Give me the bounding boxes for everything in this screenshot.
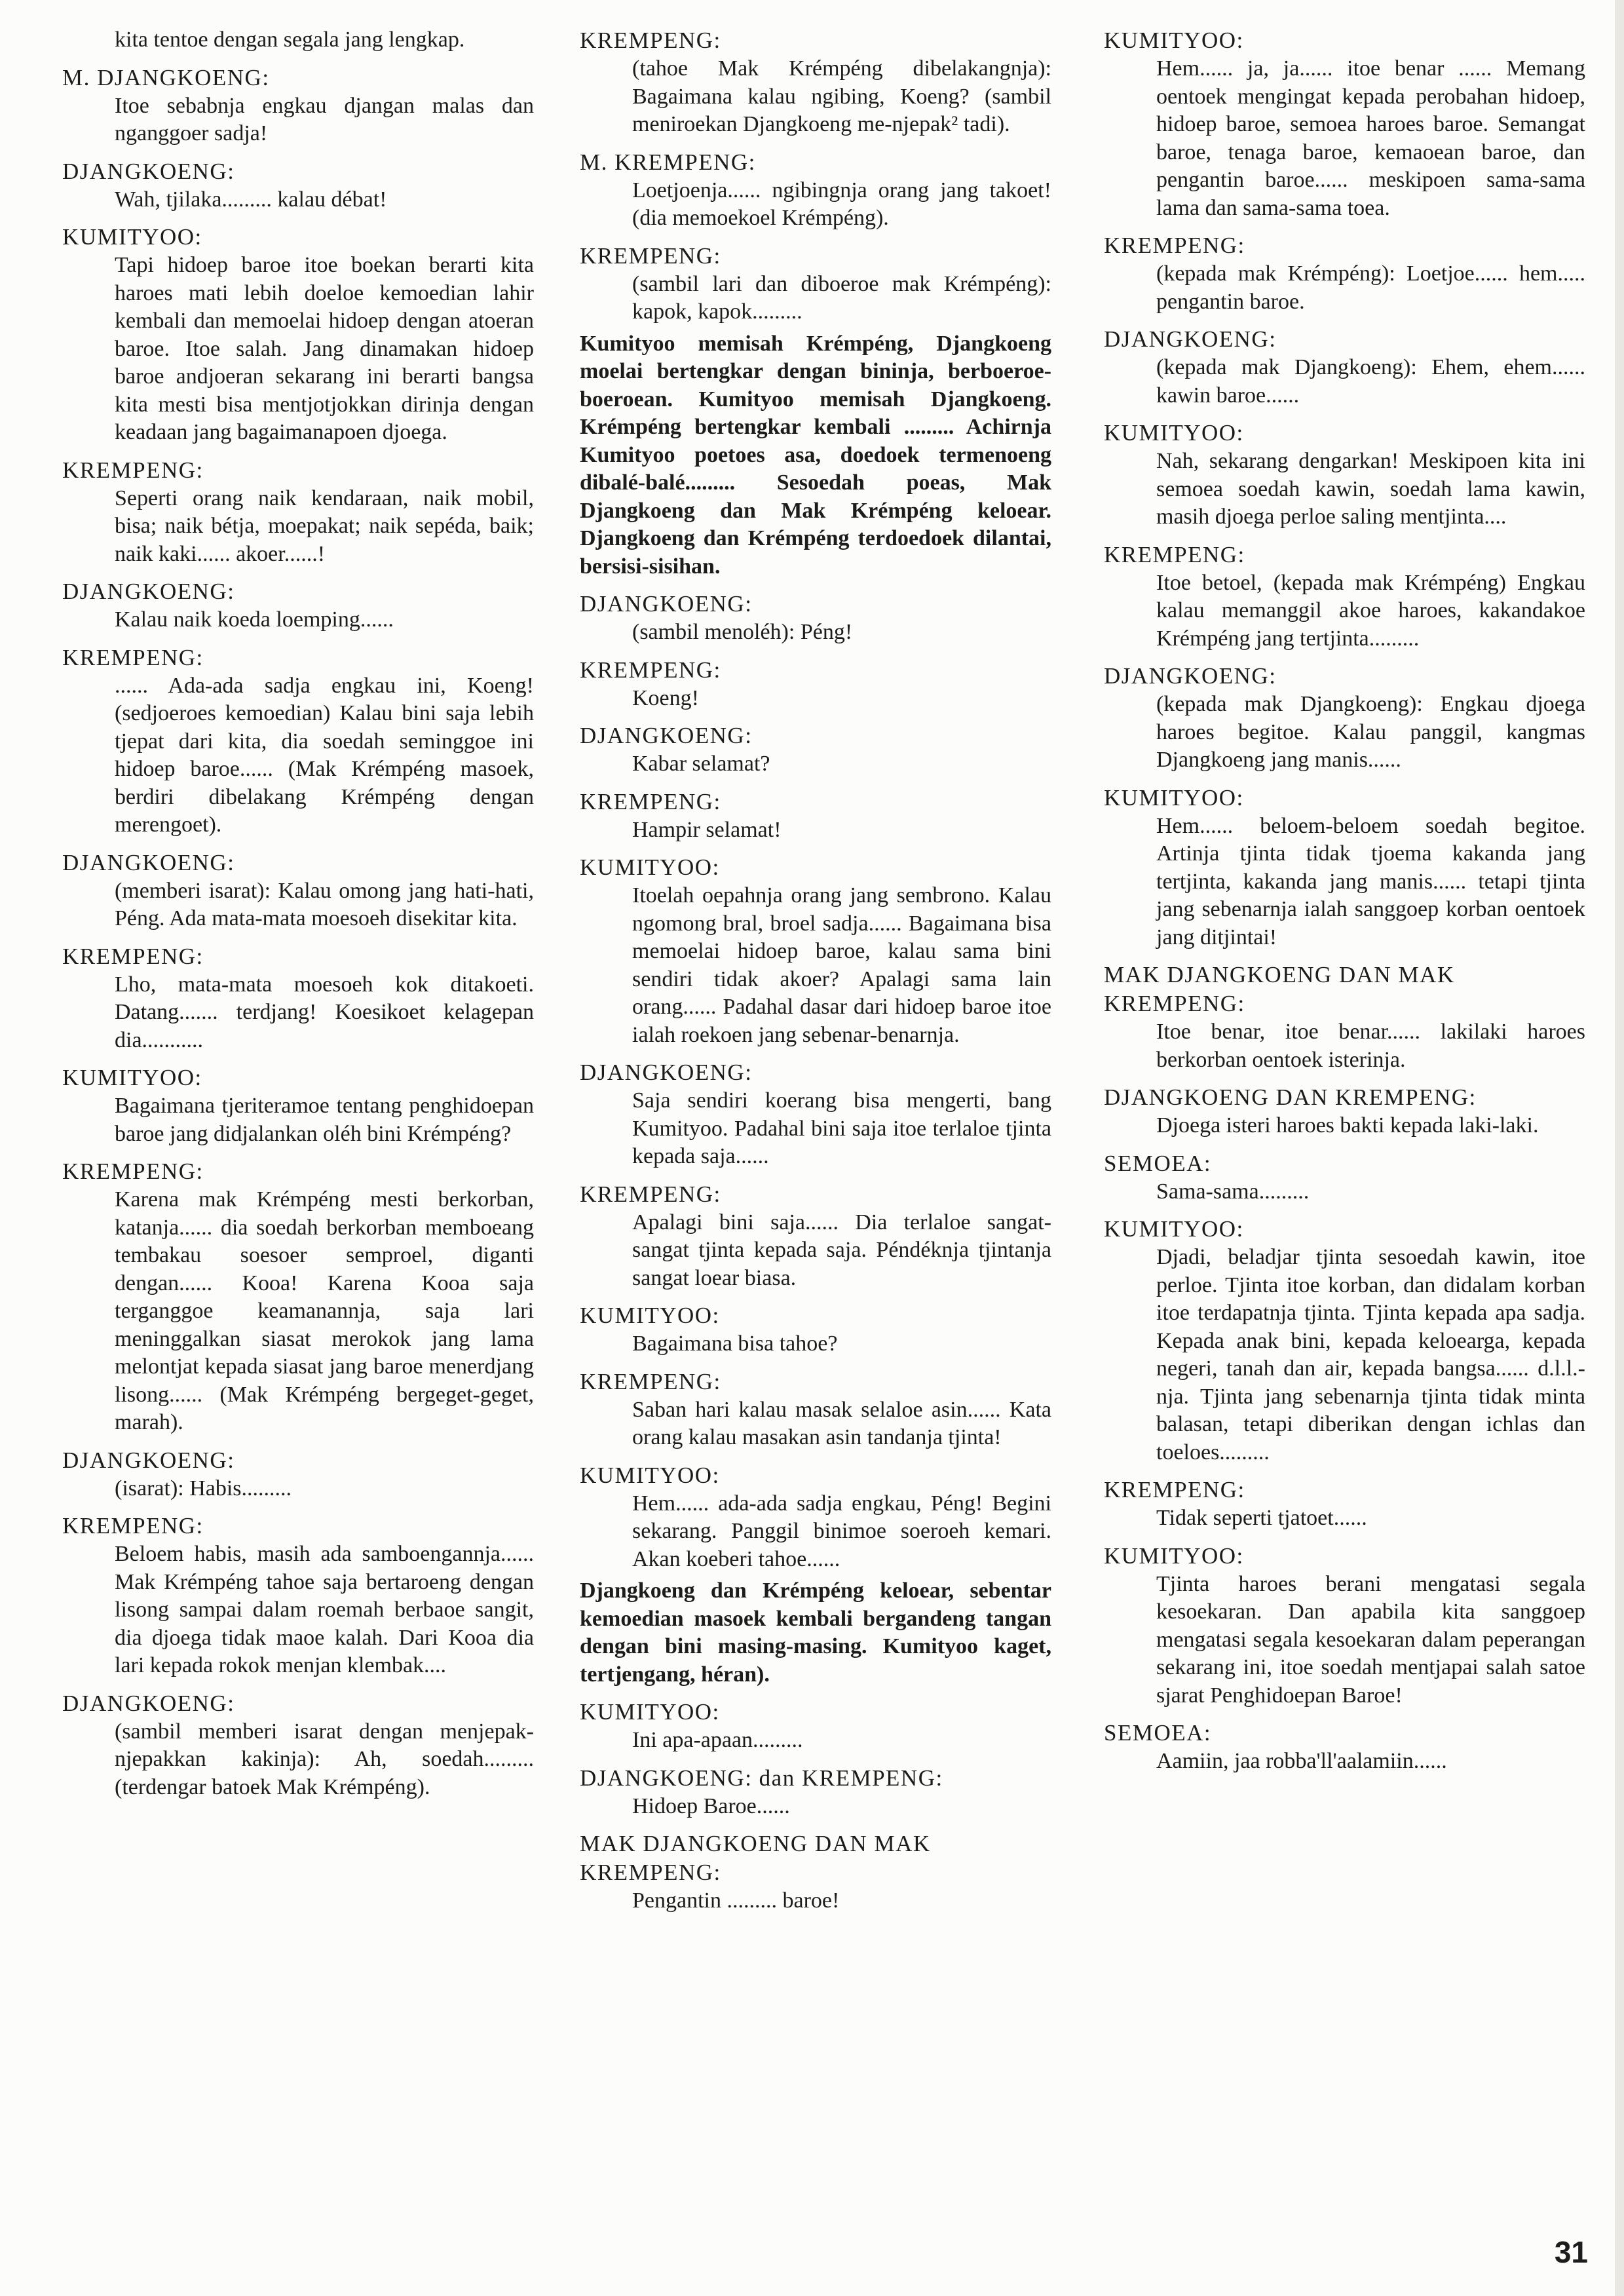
dialogue-text: Loetjoenja...... ngibingnja orang jang takoet! (dia memoekoel Krémpéng). <box>632 178 1051 230</box>
dialogue-block <box>1104 541 1585 653</box>
speaker-name: KREMPENG: <box>62 1513 204 1539</box>
dialogue-text: Sama-sama......... <box>1156 1179 1310 1204</box>
speaker-name: KUMITYOO: <box>580 1699 720 1725</box>
speaker-name: KREMPENG: <box>580 788 721 814</box>
dialogue-text: Beloem habis, masih ada samboengannja...... Mak Krémpéng tahoe saja bertaroeng dengan lisong sampai dalam roemah berbaoe sangit, dia djoega tidak maoe kalah. Dari Kooa dia lari kepada rokok menjan klembak.... <box>115 1542 534 1677</box>
dialogue-text: Bagaimana tjeriteramoe tentang penghidoepan baroe jang didjalankan oléh bini Krémpéng? <box>115 1094 534 1146</box>
dialogue-block <box>62 849 534 933</box>
dialogue-text: Saban hari kalau masak selaloe asin...... Kata orang kalau masakan asin tandanja tjinta! <box>632 1397 1051 1449</box>
dialogue-text: Ini apa-apaan......... <box>632 1728 803 1752</box>
dialogue-text: Koeng! <box>632 685 699 710</box>
dialogue-block <box>62 223 534 447</box>
dialogue-text: Hem...... ja, ja...... itoe benar ...... Memang oentoek mengingat kepada perobahan hidoep, hidoep baroe, semoea haroes baroe. Semangat baroe, tenaga baroe, kemaoean baroe, dan pengantin baroe...... meskipoen sama-sama lama dan sama-sama toea. <box>1156 56 1585 220</box>
dialogue-block <box>1104 1542 1585 1710</box>
speaker-name: DJANGKOENG: <box>62 849 235 875</box>
speaker-name: DJANGKOENG: <box>62 158 235 184</box>
dialogue-text: Bagaimana bisa tahoe? <box>632 1331 838 1356</box>
speaker-name: KUMITYOO: <box>580 1303 720 1328</box>
dialogue-text: (sambil lari dan diboeroe mak Krémpéng): kapok, kapok......... <box>632 271 1051 324</box>
dialogue-block <box>580 1301 1051 1358</box>
speaker-name: KREMPENG: <box>580 1368 721 1394</box>
dialogue-text: Kalau naik koeda loemping...... <box>115 607 394 632</box>
speaker-name: SEMOEA: <box>1104 1720 1212 1746</box>
speaker-name: KUMITYOO: <box>1104 1216 1244 1242</box>
speaker-name: KUMITYOO: <box>580 854 720 880</box>
dialogue-text: (kepada mak Djangkoeng): Engkau djoega haroes begitoe. Kalau panggil, kangmas Djangkoeng jang manis...... <box>1156 692 1585 772</box>
dialogue-block <box>62 26 534 54</box>
dialogue-text: Hem...... ada-ada sadja engkau, Péng! Begini sekarang. Panggil binimoe soeroeh kemari. Akan koeberi tahoe...... <box>632 1491 1051 1571</box>
dialogue-block <box>1104 1149 1585 1206</box>
dialogue-block <box>580 1698 1051 1755</box>
speaker-name: M. KREMPENG: <box>580 149 756 175</box>
dialogue-block <box>580 1829 1051 1915</box>
stage-direction-text: Kumityoo memisah Krémpéng, Djangkoeng moelai bertengkar dengan bininja, berboeroe-boeroean. Kumityoo memisah Djangkoeng. Krémpéng bertengkar kembali ......... Achirnja Kumityoo poetoes asa, doedoek termenoeng dibalé-balé......... Sesoedah poeas, Mak Djangkoeng dan Mak Krémpéng keloear. Djangkoeng dan Krémpéng terdoedoek dilantai, bersisi-sisihan. <box>580 331 1051 579</box>
dialogue-text: Karena mak Krémpéng mesti berkorban, katanja...... dia soedah berkorban memboeang tembakau soesoer semproel, diganti dengan...... Kooa! Karena Kooa saja terganggoe keamanannja, saja lari meninggalkan siasat merokok jang lama melontjat kepada siasat jang baroe menerdjang lisong...... (Mak Krémpéng bergeget-geget, marah). <box>115 1187 534 1434</box>
speaker-name: KREMPENG: <box>580 242 721 269</box>
dialogue-block <box>1104 325 1585 410</box>
dialogue-block <box>580 788 1051 845</box>
dialogue-text: (memberi isarat): Kalau omong jang hati-hati, Péng. Ada mata-mata moesoeh disekitar kita. <box>115 878 534 930</box>
speaker-name: DJANGKOENG: <box>62 1447 235 1473</box>
dialogue-block <box>62 577 534 634</box>
dialogue-block <box>1104 1476 1585 1533</box>
speaker-name: DJANGKOENG: <box>580 591 753 617</box>
dialogue-block <box>62 1063 534 1148</box>
dialogue-block <box>1104 1215 1585 1466</box>
dialogue-text: Saja sendiri koerang bisa mengerti, bang Kumityoo. Padahal bini saja itoe terlaloe tjinta kepada saja...... <box>632 1088 1051 1168</box>
speaker-name: KREMPENG: <box>580 657 721 683</box>
speaker-name: KUMITYOO: <box>1104 1542 1244 1569</box>
speaker-name: DJANGKOENG: <box>1104 326 1277 352</box>
dialogue-block <box>62 1512 534 1680</box>
dialogue-block <box>1104 1719 1585 1776</box>
dialogue-text: Lho, mata-mata moesoeh kok ditakoeti. Datang....... terdjang! Koesikoet kelagepan dia........... <box>115 972 534 1052</box>
speaker-name: KREMPENG: <box>1104 541 1245 567</box>
dialogue-block <box>580 148 1051 233</box>
dialogue-block <box>62 1689 534 1802</box>
dialogue-block <box>62 942 534 1055</box>
dialogue-text: Kabar selamat? <box>632 752 770 776</box>
speaker-name: KREMPENG: <box>580 28 721 53</box>
stage-direction-text: Djangkoeng dan Krémpéng keloear, sebentar kemoedian masoek kembali bergandeng tangan dengan bini masing-masing. Kumityoo kaget, tertjengang, héran). <box>580 1578 1051 1687</box>
dialogue-block <box>62 643 534 839</box>
dialogue-text: ...... Ada-ada sadja engkau ini, Koeng! (sedjoeroes kemoedian) Kalau bini saja lebih tjepat dari kita, dia soedah seminggoe ini hidoep baroe...... (Mak Krémpéng masoek, berdiri dibelakang Krémpéng dengan merengoet). <box>115 673 534 837</box>
speaker-name: KREMPENG: <box>580 1181 721 1207</box>
dialogue-text: (isarat): Habis......... <box>115 1476 292 1501</box>
dialogue-block <box>62 1446 534 1503</box>
speaker-name: KUMITYOO: <box>580 1462 720 1488</box>
speaker-name: MAK DJANGKOENG DAN MAK KREMPENG: <box>1104 962 1455 1016</box>
speaker-name: KUMITYOO: <box>1104 784 1244 811</box>
page-edge-shadow <box>1615 0 1624 2296</box>
dialogue-text: Seperti orang naik kendaraan, naik mobil, bisa; naik bétja, moepakat; naik sepéda, baik; naik kaki...... akoer......! <box>115 486 534 566</box>
page-number: 31 <box>1554 2235 1588 2269</box>
speaker-name: SEMOEA: <box>1104 1150 1212 1176</box>
dialogue-text: Djoega isteri haroes bakti kepada laki-laki. <box>1156 1113 1539 1138</box>
speaker-name: KREMPENG: <box>1104 233 1245 258</box>
speaker-name: MAK DJANGKOENG DAN MAK KREMPENG: <box>580 1831 931 1885</box>
dialogue-block <box>1104 662 1585 775</box>
speaker-name: DJANGKOENG: <box>580 723 753 748</box>
dialogue-block <box>580 242 1051 326</box>
speaker-name: M. DJANGKOENG: <box>62 64 270 90</box>
dialogue-text: Itoe benar, itoe benar...... lakilaki haroes berkorban oentoek isterinja. <box>1156 1020 1585 1072</box>
dialogue-text: (kepada mak Krémpéng): Loetjoe...... hem..... pengantin baroe. <box>1156 261 1585 314</box>
dialogue-text: Itoe betoel, (kepada mak Krémpéng) Engkau kalau memanggil akoe haroes, kakandakoe Krémpéng jang tertjinta......... <box>1156 570 1585 651</box>
dialogue-text: Hidoep Baroe...... <box>632 1793 790 1818</box>
dialogue-block <box>62 1157 534 1437</box>
stage-direction <box>580 1577 1051 1689</box>
dialogue-block <box>580 853 1051 1049</box>
column-left <box>62 26 534 1801</box>
speaker-name: KREMPENG: <box>62 457 204 483</box>
dialogue-block <box>580 1180 1051 1293</box>
dialogue-block <box>62 157 534 214</box>
speaker-name: KUMITYOO: <box>1104 420 1244 446</box>
speaker-name: KREMPENG: <box>62 1158 204 1184</box>
dialogue-text: Pengantin ......... baroe! <box>632 1888 840 1913</box>
dialogue-block <box>1104 231 1585 316</box>
speaker-name: DJANGKOENG: <box>1104 663 1277 689</box>
speaker-name: KREMPENG: <box>1104 1477 1245 1502</box>
dialogue-block <box>1104 961 1585 1074</box>
dialogue-block <box>580 721 1051 778</box>
dialogue-block <box>1104 26 1585 222</box>
dialogue-block <box>1104 784 1585 952</box>
dialogue-block <box>580 1058 1051 1171</box>
speaker-name: DJANGKOENG: <box>62 1690 235 1716</box>
dialogue-text: Hem...... beloem-beloem soedah begitoe. Artinja tjinta tidak tjoema kakanda jang tertjinta, kakanda jang manis...... tetapi tjinta jang sebenarnja ialah sanggoep korban oentoek jang ditjintai! <box>1156 813 1585 949</box>
dialogue-text: Tjinta haroes berani mengatasi segala kesoekaran. Dan apabila kita sanggoep mengatasi segala kesoekaran dalam peperangan sekarang ini, itoe soedah mentjapai salah satoe sjarat Penghidoepan Baroe! <box>1156 1571 1585 1708</box>
dialogue-text: Nah, sekarang dengarkan! Meskipoen kita ini semoea soedah kawin, soedah lama kawin, masih djoega perloe saling mentjinta.... <box>1156 449 1585 529</box>
dialogue-text: Hampir selamat! <box>632 817 782 842</box>
script-page <box>62 26 1589 2267</box>
dialogue-block <box>580 1764 1051 1821</box>
dialogue-text: (kepada mak Djangkoeng): Ehem, ehem...... kawin baroe...... <box>1156 355 1585 408</box>
speaker-name: DJANGKOENG: dan KREMPENG: <box>580 1765 943 1791</box>
speaker-name: DJANGKOENG: <box>580 1060 753 1085</box>
dialogue-block <box>1104 1083 1585 1140</box>
speaker-name: KUMITYOO: <box>62 1065 202 1090</box>
dialogue-text: (tahoe Mak Krémpéng dibelakangnja): Bagaimana kalau ngibing, Koeng? (sambil meniroekan Djangkoeng me-njepak² tadi). <box>632 56 1051 136</box>
speaker-name: KUMITYOO: <box>62 224 202 250</box>
dialogue-block <box>62 456 534 569</box>
dialogue-text: Tidak seperti tjatoet...... <box>1156 1506 1367 1530</box>
dialogue-text: Djadi, beladjar tjinta sesoedah kawin, itoe perloe. Tjinta itoe korban, dan didalam korban itoe terdapatnja tjinta. Tjinta kepada apa sadja. Kepada anak bini, kepada keloearga, kepada negeri, tanah dan air, kepada bangsa...... d.l.l.-nja. Tjinta jang sebenarnja tjinta tidak minta balasan, tetapi diberikan dengan ichlas dan toeloes......... <box>1156 1245 1585 1464</box>
speaker-name: DJANGKOENG: <box>62 579 235 604</box>
dialogue-block <box>580 1461 1051 1574</box>
dialogue-block <box>1104 419 1585 531</box>
dialogue-text: Apalagi bini saja...... Dia terlaloe sangat-sangat tjinta kepada saja. Péndéknja tjintanja sangat loear biasa. <box>632 1210 1051 1290</box>
dialogue-block <box>580 656 1051 713</box>
dialogue-text: Wah, tjilaka......... kalau débat! <box>115 187 387 212</box>
dialogue-text: Aamiin, jaa robba'll'aalamiin...... <box>1156 1749 1447 1773</box>
dialogue-block <box>62 64 534 148</box>
stage-direction <box>580 330 1051 581</box>
column-right <box>1104 26 1585 1776</box>
speaker-name: KREMPENG: <box>62 644 204 670</box>
dialogue-block <box>580 26 1051 139</box>
dialogue-text: Itoelah oepahnja orang jang sembrono. Kalau ngomong bral, broel sadja...... Bagaimana bisa memoelai hidoep baroe, kalau sama bini sendiri tidak akoer? Apalagi sama lain orang...... Padahal dasar dari hidoep baroe itoe ialah roekoen jang sebenar-benarnja. <box>632 883 1051 1047</box>
dialogue-block <box>580 590 1051 647</box>
dialogue-text: (sambil menoléh): Péng! <box>632 620 853 644</box>
dialogue-block <box>580 1368 1051 1452</box>
speaker-name: DJANGKOENG DAN KREMPENG: <box>1104 1084 1477 1110</box>
column-middle <box>580 26 1051 1915</box>
dialogue-text: kita tentoe dengan segala jang lengkap. <box>115 28 465 52</box>
speaker-name: KREMPENG: <box>62 943 204 969</box>
speaker-name: KUMITYOO: <box>1104 28 1244 53</box>
dialogue-text: Tapi hidoep baroe itoe boekan berarti kita haroes mati lebih doeloe kemoedian lahir kembali dan memoelai hidoep dengan atoeran baroe. Itoe salah. Jang dinamakan hidoep baroe andjoeran sekarang ini berarti bangsa kita mesti bisa mentjotjokkan dirinja dengan keadaan jang bagaimanapoen djoega. <box>115 253 534 444</box>
dialogue-text: (sambil memberi isarat dengan menjepak-njepakkan kakinja): Ah, soedah......... (terdengar batoek Mak Krémpéng). <box>115 1719 534 1799</box>
dialogue-text: Itoe sebabnja engkau djangan malas dan nganggoer sadja! <box>115 93 534 145</box>
